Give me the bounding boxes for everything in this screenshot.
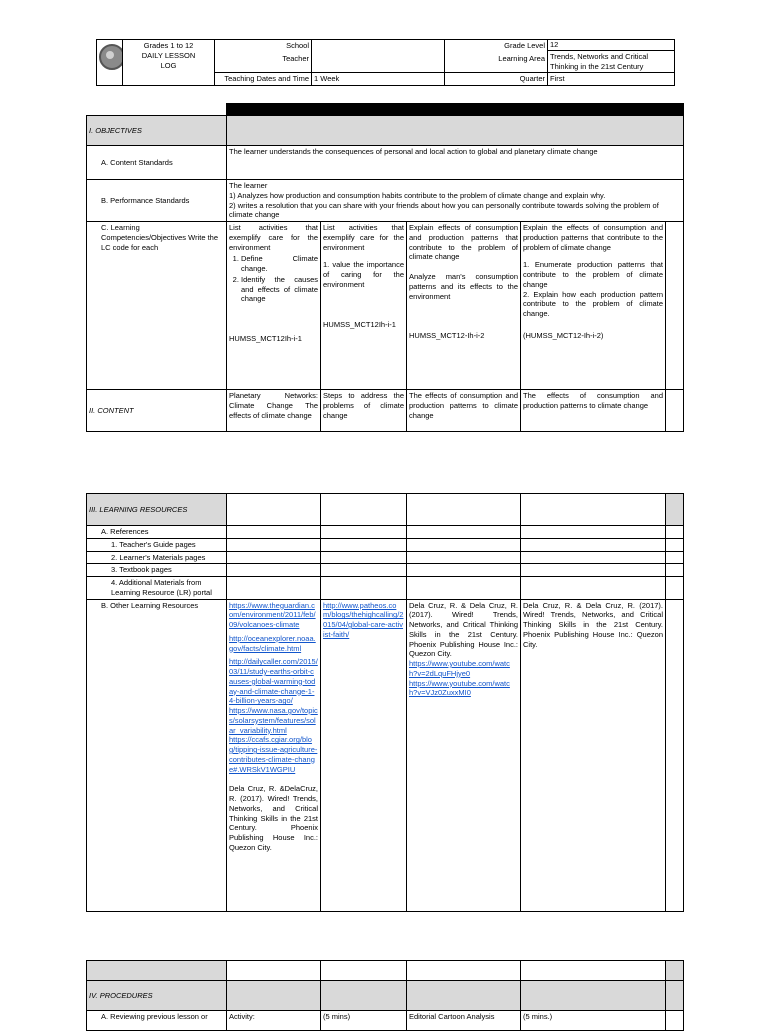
- objectives-heading-fill: [227, 116, 684, 146]
- header-bar: [227, 104, 684, 116]
- deped-seal-icon: [99, 44, 123, 70]
- resources-day1: [227, 599, 321, 911]
- resource-link[interactable]: https://www.theguardian.com/environment/2011/feb/09/volcanoes-climate: [229, 600, 316, 629]
- quarter-label: Quarter: [445, 73, 548, 86]
- resources-table: [86, 493, 684, 912]
- dates-value: 1 Week: [312, 73, 445, 86]
- lc-code: HUMSS_MCT12-Ih-i-2: [409, 331, 485, 341]
- content-standards-label: A. Content Standards: [87, 146, 227, 180]
- lc-code: HUMSS_MCT12Ih-i-1: [323, 319, 396, 329]
- learning-area-label: Learning Area: [498, 53, 545, 63]
- grade-level-value: 12: [548, 40, 674, 51]
- resource-link[interactable]: http://www.patheos.com/blogs/thehighcalling/2015/04/global-care-activist-faith/: [323, 600, 404, 639]
- additional-materials-label: 4. Additional Materials from Learning Resource (LR) portal: [87, 577, 227, 600]
- references-label: A. References: [87, 526, 227, 539]
- resources-day5: [666, 599, 684, 911]
- content-standards-text: The learner understands the consequences of personal and local action to global and planetary climate change: [227, 146, 684, 180]
- grade-level-label: Grade Level Learning Area: [445, 40, 548, 73]
- performance-standards-text: The learner 1) Analyzes how production and consumption habits contribute to the problem of climate change and explain why. 2) writes a resolution that you can share with your friends about how you can personally contribute towards solving the problem of climate change: [227, 180, 684, 222]
- resources-day3: [407, 599, 521, 911]
- content-heading: II. CONTENT: [87, 390, 227, 432]
- grade-area-value: [548, 40, 675, 73]
- content-day1: Planetary Networks: Climate Change The effects of climate change: [227, 390, 321, 432]
- procedures-heading: IV. PROCEDURES: [87, 981, 227, 1011]
- resource-link[interactable]: https://www.youtube.com/watch?v=VJz0ZuxxMI0: [409, 678, 510, 698]
- teachers-guide-label: 1. Teacher's Guide pages: [87, 538, 227, 551]
- resources-heading: III. LEARNING RESOURCES: [87, 494, 227, 526]
- resource-link[interactable]: http://oceanexplorer.noaa.gov/facts/climate.html: [229, 633, 316, 653]
- school-label: School Teacher: [215, 40, 312, 73]
- resources-day4: Dela Cruz, R. & Dela Cruz, R. (2017). Wired! Trends, Networks, and Critical Thinking Skills in the 21st Century. Phoenix Publishing House Inc.: Quezon City.: [521, 599, 666, 911]
- content-day4: The effects of consumption and production patterns to climate change: [521, 390, 666, 432]
- header-table: [96, 39, 675, 86]
- header-title: Grades 1 to 12 DAILY LESSON LOG: [123, 40, 215, 86]
- resource-link[interactable]: https://ccafs.cgiar.org/blog/tipping-issue-agriculture-contributes-climate-change#.WRSkV1WGPIU: [229, 735, 318, 774]
- content-day2: Steps to address the problems of climate change: [321, 390, 407, 432]
- quarter-value: First: [548, 73, 675, 86]
- textbook-pages-label: 3. Textbook pages: [87, 564, 227, 577]
- objectives-heading: I. OBJECTIVES: [87, 116, 227, 146]
- competency-day1: List activities that exemplify care for the environment 1. Define Climate change. 2. Identify the causes and effects of climate change HUMSS_MCT12Ih-i-1: [227, 222, 321, 390]
- procedure-day4: (5 mins.): [521, 1011, 666, 1031]
- procedure-day1: Activity:: [227, 1011, 321, 1031]
- content-day5: [666, 390, 684, 432]
- other-resources-label: B. Other Learning Resources: [87, 599, 227, 911]
- deped-seal-cell: [97, 40, 123, 86]
- reviewing-lesson-label: A. Reviewing previous lesson or: [87, 1011, 227, 1031]
- objectives-table: [86, 103, 684, 432]
- learners-materials-label: 2. Learner's Materials pages: [87, 551, 227, 564]
- performance-standards-label: B. Performance Standards: [87, 180, 227, 222]
- procedure-day3: Editorial Cartoon Analysis: [407, 1011, 521, 1031]
- resource-link[interactable]: https://www.youtube.com/watch?v=2dLquFHjye0: [409, 659, 510, 678]
- resource-link[interactable]: https://www.nasa.gov/topics/solarsystem/features/solar_variability.html: [229, 706, 318, 735]
- content-day3: The effects of consumption and production patterns to climate change: [407, 390, 521, 432]
- resource-link[interactable]: http://dailycaller.com/2015/03/11/study-earths-orbit-causes-global-warming-today-and-climate-change-1-4-billion-years-ago/: [229, 657, 318, 706]
- resource-citation: Dela Cruz, R. & Dela Cruz, R. (2017). Wired! Trends, Networks, and Critical Thinking Skills in the 21st Century. Phoenix Publishing House Inc.: Quezon City.: [409, 600, 518, 659]
- competency-day5: [666, 222, 684, 390]
- resources-day2: [321, 599, 407, 911]
- resource-citation: Dela Cruz, R. &DelaCruz, R. (2017). Wired! Trends, Networks, and Critical Thinking Skills in the 21st Century. Phoenix Publishing House Inc.: Quezon City.: [229, 784, 318, 852]
- school-value[interactable]: [312, 40, 445, 73]
- competency-day3: Explain effects of consumption and production patterns that contribute to the problem of climate change Analyze man's consumption patterns and its effects to the environment HUMSS_MCT12-Ih-i-2: [407, 222, 521, 390]
- procedure-day2: (5 mins): [321, 1011, 407, 1031]
- learning-area-value: Trends, Networks and Critical Thinking in the 21st Century: [550, 51, 649, 71]
- lc-code: HUMSS_MCT12Ih-i-1: [229, 334, 302, 343]
- competency-day4: Explain the effects of consumption and production patterns that contribute to the problem of climate change 1. Enumerate production patterns that contribute to the problem of climate change 2. Explain how each production pattern contribute to the problem of climate change. (HUMSS_MCT12-Ih-i-2): [521, 222, 666, 390]
- lc-code: (HUMSS_MCT12-Ih-i-2): [523, 330, 604, 340]
- procedures-table: [86, 960, 684, 1031]
- competency-day2: List activities that exemplify care for the environment 1. value the importance of caring for the environment HUMSS_MCT12Ih-i-1: [321, 222, 407, 390]
- competencies-label: C. Learning Competencies/Objectives Write the LC code for each: [87, 222, 227, 390]
- dates-label: Teaching Dates and Time: [215, 73, 312, 86]
- teacher-label: Teacher: [282, 53, 309, 63]
